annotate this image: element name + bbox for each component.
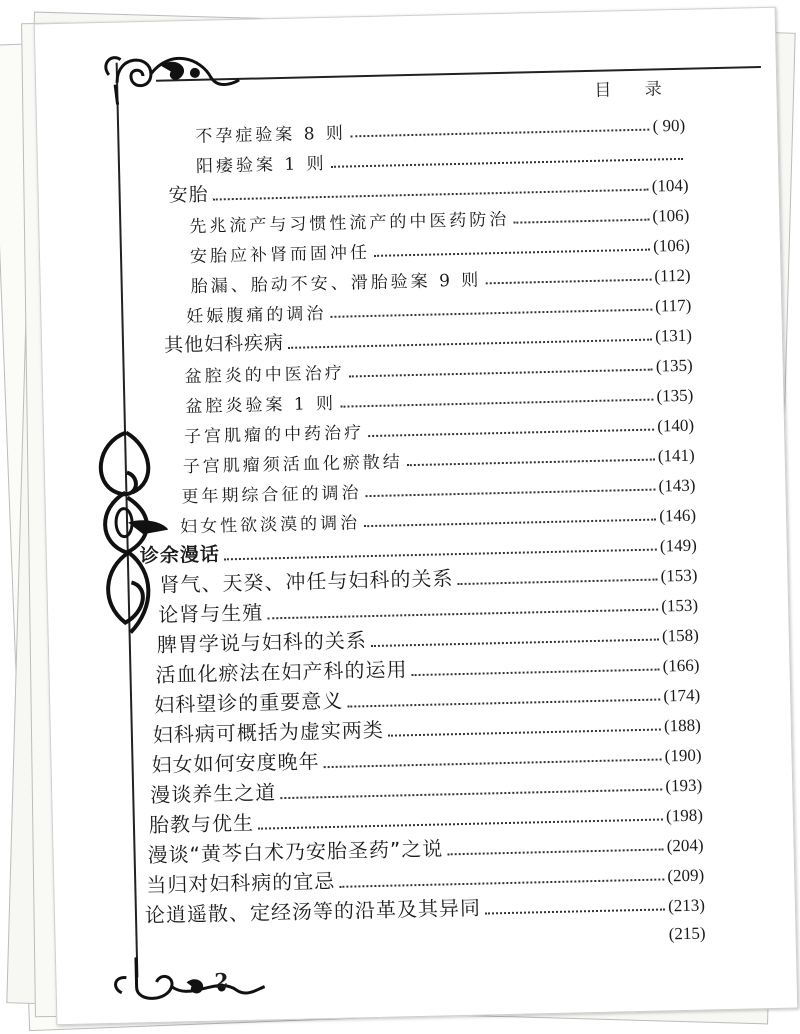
toc-entry-page: (193) <box>665 775 703 796</box>
toc-entry-title: 妇女性欲淡漠的调治 <box>179 513 361 538</box>
leader-dots <box>412 669 660 677</box>
toc-entry-page: (204) <box>666 835 704 856</box>
bottom-ornament-icon <box>96 945 267 1009</box>
toc-entry-page: (106) <box>652 205 690 226</box>
toc-entry-page: (198) <box>665 805 704 826</box>
toc-entry-page: (166) <box>662 655 700 676</box>
leader-dots <box>458 579 658 586</box>
toc-trailing-page <box>635 916 706 946</box>
toc-entry-page: (146) <box>659 505 697 526</box>
leader-dots <box>324 758 662 768</box>
toc-entry-title: 其他妇科疾病 <box>163 331 285 357</box>
toc-entry-page: (131) <box>654 325 693 346</box>
toc-entry-page: (112) <box>654 265 691 286</box>
toc-entry-title: 盆腔炎验案 1 则 <box>185 393 337 418</box>
toc-entry-title: 妇女如何安度晚年 <box>151 749 320 778</box>
corner-ornament-icon <box>90 42 241 105</box>
toc-entry-title: 胎教与优生 <box>148 810 255 838</box>
leader-dots <box>364 519 656 528</box>
leader-dots <box>371 639 659 648</box>
toc-entry-page: (106) <box>652 235 691 256</box>
leader-dots <box>485 908 665 914</box>
toc-entry-page: (135) <box>655 355 693 376</box>
leader-dots <box>447 848 663 855</box>
toc-entry-page: (188) <box>663 715 702 736</box>
toc-entry-title: 论肾与生殖 <box>157 600 264 627</box>
leader-dots <box>339 878 664 887</box>
toc-entry-title: 盆腔炎的中医治疗 <box>184 363 345 388</box>
leader-dots <box>366 489 656 498</box>
leader-dots <box>388 728 661 736</box>
toc-entry-page: (141) <box>657 445 695 466</box>
leader-dots <box>374 249 650 257</box>
leader-dots <box>330 309 652 318</box>
toc-entry-title: 当归对妇科病的宜忌 <box>146 868 336 898</box>
toc-entry-page: (143) <box>658 475 696 496</box>
toc-entry-title: 不孕症验案 8 则 <box>195 123 347 147</box>
toc-entry-title: 先兆流产与习惯性流产的中医药防治 <box>189 209 510 238</box>
toc-entry-page: (209) <box>667 865 705 886</box>
toc-section-title: 诊余漫话 <box>139 543 221 568</box>
toc-entry-title: 妊娠腹痛的调治 <box>186 303 327 328</box>
leader-dots <box>258 818 663 829</box>
leader-dots <box>513 219 649 224</box>
leader-dots <box>331 158 683 168</box>
toc-entry-title: 胎漏、胎动不安、滑胎验案 9 则 <box>190 270 482 298</box>
toc-entry-page: ( 90) <box>652 115 686 136</box>
leader-dots <box>213 189 649 201</box>
toc-entry-title: 论逍遥散、定经汤等的沿革及其异同 <box>144 895 482 928</box>
leader-dots <box>288 339 652 349</box>
toc-entry-page: (215) <box>668 923 706 944</box>
toc-entry-page: (174) <box>663 685 701 706</box>
leader-dots <box>280 788 662 799</box>
page-number: 2 <box>214 968 229 993</box>
toc-entry-page: (158) <box>661 625 699 646</box>
toc-entry-title: 漫谈养生之道 <box>149 780 277 808</box>
leader-dots <box>347 699 660 708</box>
leader-dots <box>224 549 657 561</box>
toc-entry-title: 安胎 <box>168 183 209 207</box>
toc-entry-title: 子宫肌瘤须活血化瘀散结 <box>182 452 404 478</box>
toc-entry-page: (153) <box>660 565 698 586</box>
toc-entry-title: 更年期综合征的调治 <box>181 483 362 508</box>
toc-entry-page: (213) <box>667 895 706 916</box>
page-header-title: 目 录 <box>594 78 677 101</box>
toc-entry-page: (117) <box>654 295 692 316</box>
toc-entry-page: (135) <box>656 385 694 406</box>
toc-entry-title: 妇科病可概括为虚实两类 <box>152 717 385 748</box>
toc-entry-title: 安胎应补肾而固冲任 <box>189 242 371 268</box>
leader-dots <box>368 429 654 437</box>
toc-entry-page: (153) <box>661 595 699 616</box>
toc-entry-title: 阳痿验案 1 则 <box>195 153 327 177</box>
leader-dots <box>349 369 653 378</box>
toc-entry-title: 脾胃学说与妇科的关系 <box>156 628 368 657</box>
leader-dots <box>485 279 651 285</box>
toc-entry-title: 肾气、天癸、冲任与妇科的关系 <box>159 566 454 597</box>
leader-dots <box>350 129 650 138</box>
toc-page <box>34 7 799 1026</box>
toc-entry-page: (104) <box>651 175 689 196</box>
leader-dots <box>340 399 654 408</box>
toc-entry-page: (190) <box>664 745 702 766</box>
toc-entry-title: 漫谈“黄芩白术乃安胎圣药”之说 <box>147 836 444 868</box>
toc-entry-title: 妇科望诊的重要意义 <box>153 688 344 717</box>
toc-entry-title: 子宫肌瘤的中药治疗 <box>183 423 365 448</box>
leader-dots <box>267 609 658 620</box>
toc-entry-page: (140) <box>656 415 695 436</box>
toc-entry-page: (149) <box>659 535 697 556</box>
toc-entry-title: 活血化瘀法在妇产科的运用 <box>155 657 408 687</box>
leader-dots <box>407 459 655 467</box>
